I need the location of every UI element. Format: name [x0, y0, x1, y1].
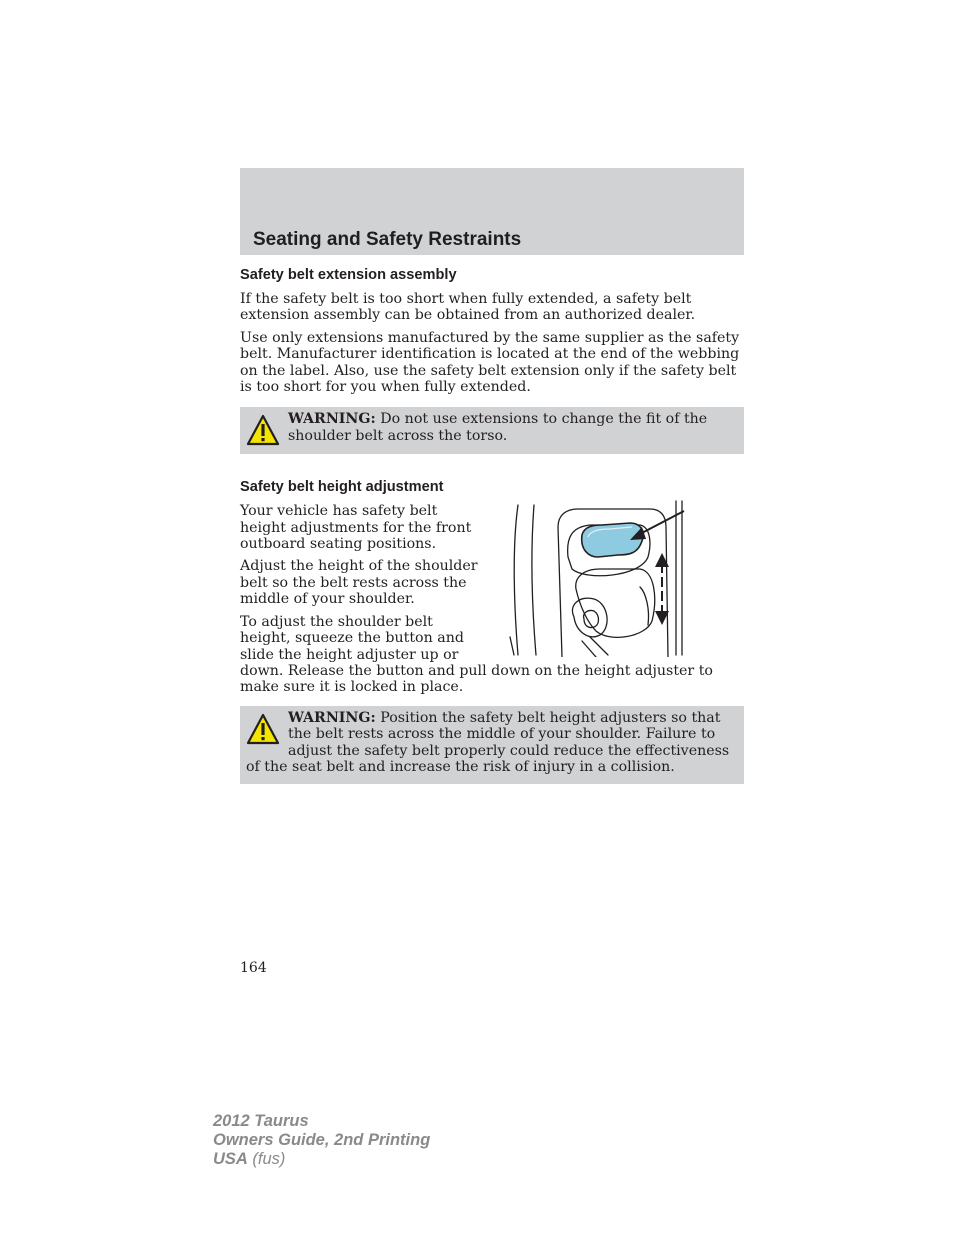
section-title-height: Safety belt height adjustment [240, 479, 444, 496]
warning-box [240, 706, 744, 785]
paragraph: Use only extensions manufactured by the same supplier as the safety belt. Manufacturer identification is located at the end of the webbing on the label. Also, use the safety belt extension only if the safety belt is too short for you when fully extended. [240, 329, 740, 396]
footer-region-main: USA [213, 1150, 248, 1168]
warning-label: WARNING: [288, 411, 376, 428]
warning-triangle-icon [246, 413, 280, 447]
footer-edition: Owners Guide, 2nd Printing [213, 1131, 431, 1149]
footer [213, 1112, 430, 1169]
paragraph: If the safety belt is too short when fully extended, a safety belt extension assembly can be obtained from an authorized dealer. [240, 291, 696, 324]
footer-region-code: (fus) [247, 1150, 286, 1168]
paragraph: Adjust the height of the shoulder belt so the belt rests across the middle of your shoulder. [240, 558, 478, 608]
warning-label: WARNING: [288, 709, 376, 726]
warning-body: Position the safety belt height adjusters so that the belt rests across the middle of your shoulder. Failure to adjust the safety belt properly could reduce the effectiveness of the seat belt and increase the risk of injury in a collision. [246, 709, 730, 775]
paragraph: To adjust the shoulder belt height, squeeze the button and slide the height adjuster up or down. Release the button and pull down on the height adjuster to make sure it is locked in place. [240, 613, 713, 696]
warning-text [246, 411, 736, 444]
chapter-header-band [240, 168, 744, 255]
paragraph: Your vehicle has safety belt height adjustments for the front outboard seating positions. [240, 503, 472, 553]
warning-box [240, 407, 744, 454]
section-title-extension: Safety belt extension assembly [240, 267, 457, 283]
page-content [240, 266, 744, 784]
height-adjuster-illustration [490, 497, 690, 657]
warning-triangle-icon [246, 712, 280, 746]
warning-text [246, 710, 736, 776]
page-number: 164 [240, 960, 267, 976]
footer-model: 2012 Taurus [213, 1112, 309, 1130]
footer-region [213, 1150, 430, 1169]
chapter-title: Seating and Safety Restraints [253, 229, 522, 250]
warning-body: Do not use extensions to change the fit of the shoulder belt across the torso. [288, 411, 708, 444]
